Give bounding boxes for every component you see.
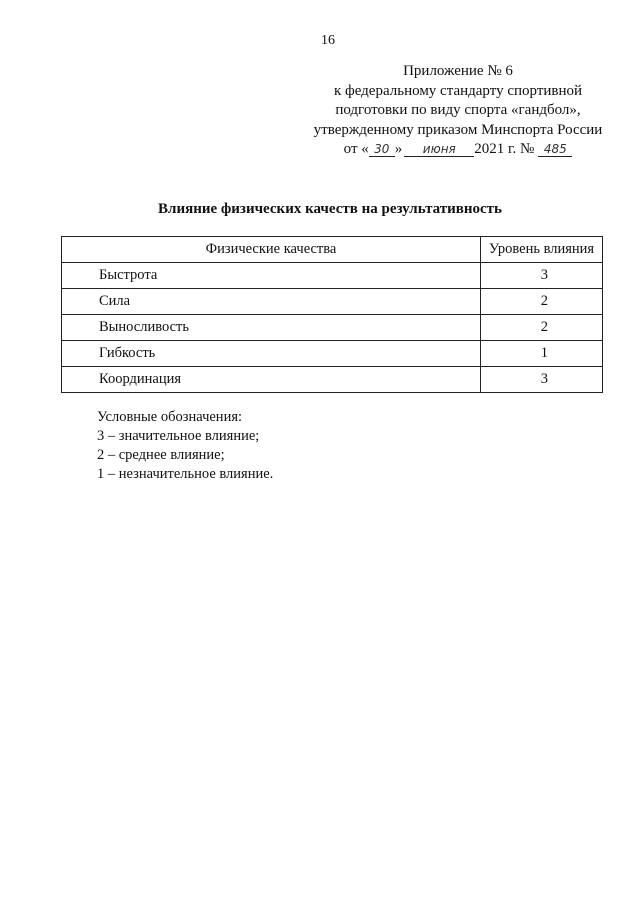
level-cell: 2 bbox=[481, 289, 603, 315]
legend bbox=[97, 408, 273, 484]
level-cell: 3 bbox=[481, 263, 603, 289]
table-row bbox=[62, 289, 603, 315]
table-row bbox=[62, 315, 603, 341]
table-row bbox=[62, 263, 603, 289]
appendix-date-line bbox=[296, 140, 620, 160]
quality-cell: Координация bbox=[62, 367, 481, 393]
header-physical-qualities: Физические качества bbox=[62, 237, 481, 263]
level-cell: 2 bbox=[481, 315, 603, 341]
page-number: 16 bbox=[321, 33, 335, 48]
legend-item: 1 – незначительное влияние. bbox=[97, 466, 274, 482]
quality-cell: Гибкость bbox=[62, 341, 481, 367]
handwritten-order-number: 485 bbox=[538, 142, 572, 157]
quality-cell: Сила bbox=[62, 289, 481, 315]
level-cell: 1 bbox=[481, 341, 603, 367]
legend-heading: Условные обозначения: bbox=[97, 409, 243, 425]
table-row bbox=[62, 367, 603, 393]
quality-cell: Быстрота bbox=[62, 263, 481, 289]
table-row bbox=[62, 341, 603, 367]
date-prefix: от « bbox=[343, 141, 369, 157]
level-cell: 3 bbox=[481, 367, 603, 393]
appendix-line-4: утвержденному приказом Минспорта России bbox=[313, 121, 603, 138]
date-mid: » bbox=[394, 141, 403, 157]
handwritten-month: июня bbox=[404, 142, 474, 157]
influence-table bbox=[61, 236, 603, 393]
header-influence-level: Уровень влияния bbox=[481, 237, 603, 263]
appendix-line-1: Приложение № 6 bbox=[403, 63, 513, 79]
document-title: Влияние физических качеств на результативность bbox=[158, 201, 502, 217]
handwritten-day: 30 bbox=[369, 142, 395, 157]
legend-item: 2 – среднее влияние; bbox=[97, 447, 225, 463]
date-year: 2021 г. № bbox=[474, 141, 535, 157]
appendix-line-3: подготовки по виду спорта «гандбол», bbox=[335, 102, 581, 118]
appendix-header bbox=[296, 62, 620, 160]
legend-item: 3 – значительное влияние; bbox=[97, 428, 260, 444]
appendix-line-2: к федеральному стандарту спортивной bbox=[333, 82, 583, 99]
quality-cell: Выносливость bbox=[62, 315, 481, 341]
table-header-row bbox=[62, 237, 603, 263]
